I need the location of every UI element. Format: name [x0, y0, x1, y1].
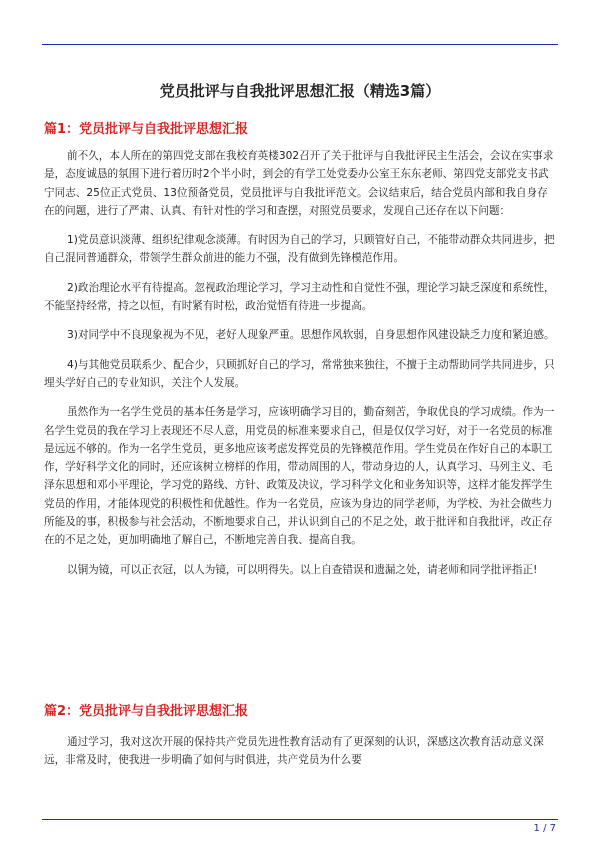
section-2-paragraph: 通过学习，我对这次开展的保持共产党员先进性教育活动有了更深刻的认识，深感这次教育活动意义深远，非常及时，使我进一步明确了如何与时俱进，共产党员为什么要	[44, 736, 544, 767]
section-1-paragraph: 1)党员意识淡薄、组织纪律观念淡薄。有时因为自己的学习，只顾管好自己，不能带动群众共同进步，把自己混同普通群众，带领学生群众前进的能力不强，没有做到先锋模范作用。	[44, 234, 555, 265]
section-1-paragraph: 虽然作为一名学生党员的基本任务是学习，应该明确学习目的，勤奋刻苦，争取优良的学习成绩。作为一名学生党员的我在学习上表现还不尽人意，用党员的标准来要求自己，但是仅仅学习好，对于一名党员的标准是远远不够的。作为一名学生党员，更多地应该考虑发挥党员的先锋模范作用。学生党员在作好自己的本职工作，学好科学文化的同时，还应该树立榜样的作用，带动周围的人，带动身边的人，认真学习、马列主义、毛泽东思想和邓小平理论，学习党的路线、方针、政策及决议，学习科学文化和业务知识等，这样才能发挥学生党员的作用，才能体现党的积极性和优越性。作为一名党员，应该为身边的同学老师，为学校、为社会做些力所能及的事，积极参与社会活动，不断地要求自己，并认识到自己的不足之处，敢于批评和自我批评，改正存在的不足之处，更加明确地了解自己，不断地完善自我、提高自我。	[44, 406, 555, 547]
bottom-rule	[42, 819, 558, 820]
section-2-heading: 篇2：党员批评与自我批评思想汇报	[44, 704, 249, 719]
section-1-paragraph: 前不久，本人所在的第四党支部在我校育英楼302召开了关于批评与自我批评民主生活会，会议在实事求是，态度诚恳的氛围下进行着历时2个半小时，到会的有学工处党委办公室王东东老师、第四党支部党支书武宁同志、25位正式党员、13位预备党员，党员批评与自我批评范文。会议结束后，结合党员内部和我自身存在的问题，进行了严肃、认真、有针对性的学习和查摆，对照党员要求，发现自己还存在以下问题：	[44, 150, 554, 217]
section-1-paragraph: 2)政治理论水平有待提高。忽视政治理论学习，学习主动性和自觉性不强，理论学习缺乏深度和系统性，不能坚持经常，持之以恒，有时紧有时松，政治觉悟有待进一步提高。	[44, 281, 555, 313]
section-2-body	[44, 733, 556, 770]
top-rule	[42, 44, 558, 45]
section-1-paragraph: 以铜为镜，可以正衣冠，以人为镜，可以明得失。以上自查错误和遗漏之处，请老师和同学批评指正!	[67, 563, 538, 576]
section-1-heading: 篇1：党员批评与自我批评思想汇报	[44, 122, 249, 137]
section-1-paragraph: 4)与其他党员联系少、配合少，只顾抓好自己的学习，常常独来独往，不擅于主动帮助同学共同进步，只埋头学好自己的专业知识，关注个人发展。	[44, 358, 555, 389]
section-1-paragraph: 3)对同学中不良现象视为不见，老好人现象严重。思想作风软弱，自身思想作风建设缺乏力度和紧迫感。	[67, 329, 555, 342]
document-title: 党员批评与自我批评思想汇报（精选3篇）	[159, 82, 441, 100]
page-number: 1 / 7	[533, 823, 556, 834]
section-1-body	[44, 147, 556, 579]
